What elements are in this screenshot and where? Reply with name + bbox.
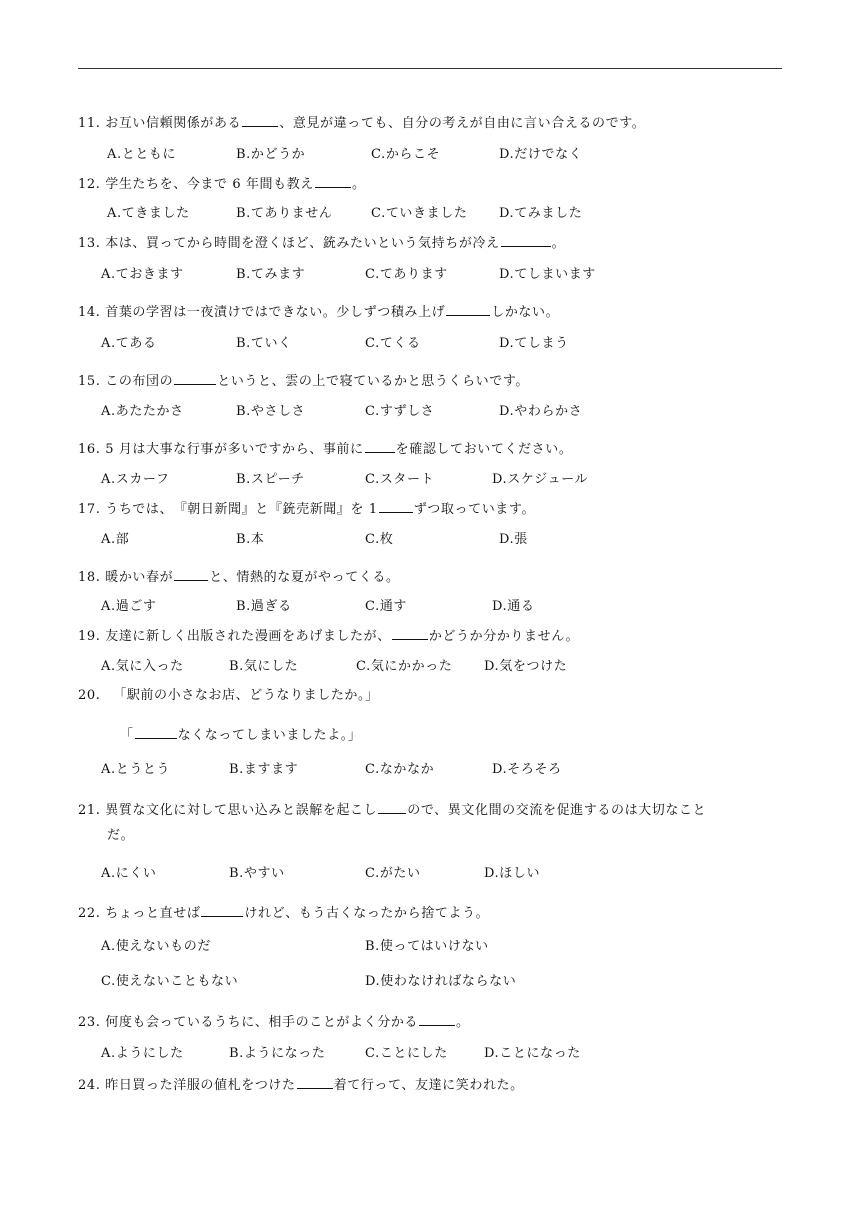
question-number: 20. <box>78 688 101 703</box>
question-number: 16. <box>78 442 101 457</box>
question-22 <box>78 904 489 922</box>
question-23 <box>78 1013 470 1031</box>
question-text-after: しかない。 <box>491 305 560 320</box>
question-text-before: この布団の <box>105 374 174 389</box>
question-text-before: お互い信頼関係がある <box>105 116 242 131</box>
question-text-after: と、情熱的な夏がやってくる。 <box>209 570 400 585</box>
option-c: C.気にかかった <box>356 659 453 674</box>
option-a: A.部 <box>101 532 130 547</box>
option-a: A.とともに <box>107 147 177 162</box>
question-13 <box>78 234 565 252</box>
option-c: C.枚 <box>365 532 394 547</box>
question-text-after: ずつ取っています。 <box>413 502 536 517</box>
question-text-before: うちでは、 『朝日新聞』と『銃売新聞』を 1 <box>105 502 378 517</box>
question-text-before: 本は、買ってから時間を澄くほど、銃みたいという気持ちが冷え <box>105 236 500 251</box>
answer-blank <box>174 372 216 385</box>
answer-blank <box>297 1076 333 1089</box>
question-text-after: 。 <box>351 177 366 192</box>
option-d: D.そろそろ <box>492 762 562 777</box>
option-c: C.てあります <box>365 267 448 282</box>
option-a: A.気に入った <box>101 659 184 674</box>
question-text-after: 、意見が違っても、自分の考えが自由に言い合えるのです。 <box>279 116 646 131</box>
option-c: C.がたい <box>365 866 421 881</box>
answer-blank <box>315 175 351 188</box>
option-a: A.てきました <box>107 206 190 221</box>
question-18 <box>78 568 400 586</box>
option-c: C.てくる <box>365 336 421 351</box>
reply-text: なくなってしまいましたよ。」 <box>177 728 362 743</box>
option-d: D.だけでなく <box>499 147 583 162</box>
option-b: B.ますます <box>229 762 299 777</box>
option-b: B.ようになった <box>229 1046 326 1061</box>
question-text-after: というと、雲の上で寝ているかと思うくらいです。 <box>217 374 529 389</box>
question-19 <box>78 627 579 645</box>
option-b: B.過ぎる <box>236 599 292 614</box>
question-text-before: 友達に新しく出版された漫画をあげましたが、 <box>105 629 391 644</box>
option-b: B.気にした <box>229 659 299 674</box>
option-a: A.使えないものだ <box>101 939 211 954</box>
question-16 <box>78 440 572 458</box>
option-c: C.からこそ <box>371 147 441 162</box>
question-number: 24. <box>78 1078 101 1093</box>
option-c: C.通す <box>365 599 408 614</box>
question-24 <box>78 1076 524 1094</box>
option-b: B.かどうか <box>236 147 306 162</box>
question-text-before: 暖かい春が <box>105 570 174 585</box>
option-d: D.気をつけた <box>484 659 568 674</box>
question-text-after: 着て行って、友達に笑われた。 <box>333 1078 524 1093</box>
option-c: C.使えないこともない <box>101 974 239 989</box>
question-text-after: けれど、もう古くなったから捨てよう。 <box>244 906 490 921</box>
question-text-before: 昨日買った洋服の値札をつけた <box>105 1078 296 1093</box>
option-b: B.てみます <box>236 267 306 282</box>
question-text-after: 。 <box>456 1015 470 1030</box>
question-text-after: ので、異文化間の交流を促進するのは大切なこと <box>407 803 707 818</box>
question-number: 19. <box>78 629 101 644</box>
question-20 <box>78 688 379 704</box>
question-text-before: 首葉の学習は一夜漬けではできない。少しずつ積み上げ <box>105 305 446 320</box>
option-c: C.なかなか <box>365 762 435 777</box>
answer-blank <box>135 726 177 739</box>
question-number: 22. <box>78 906 101 921</box>
option-b: B.やすい <box>229 866 285 881</box>
answer-blank <box>419 1013 455 1026</box>
question-text: 「駅前の小さなお店、どうなりましたか。」 <box>113 688 379 703</box>
answer-blank <box>365 440 395 453</box>
question-text-before: ちょっと直せば <box>105 906 201 921</box>
option-a: A.ようにした <box>101 1046 184 1061</box>
answer-blank <box>446 303 490 316</box>
option-b: B.やさしさ <box>236 404 306 419</box>
option-d: D.ほしい <box>484 866 541 881</box>
option-c: C.すずしさ <box>365 404 435 419</box>
question-15 <box>78 372 529 390</box>
option-d: D.ことになった <box>484 1046 581 1061</box>
reply-open-bracket: 「 <box>120 728 134 743</box>
answer-blank <box>379 500 413 513</box>
option-a: A.ておきます <box>101 267 184 282</box>
answer-blank <box>378 801 406 814</box>
option-a: A.とうとう <box>101 762 171 777</box>
option-c: C.ことにした <box>365 1046 448 1061</box>
question-text-before: 異質な文化に対して思い込みと誤解を起こし <box>105 803 378 818</box>
option-a: A.てある <box>101 336 157 351</box>
question-number: 15. <box>78 374 101 389</box>
option-d: D.てしまう <box>499 336 569 351</box>
question-text-after: 。 <box>551 236 566 251</box>
question-text-before: 何度も会っているうちに、相手のことがよく分かる <box>105 1015 419 1030</box>
option-b: B.てありません <box>236 206 333 221</box>
question-text-after: を確認しておいてください。 <box>395 442 573 457</box>
question-21 <box>78 801 706 819</box>
question-14 <box>78 303 559 321</box>
option-b: B.本 <box>236 532 265 547</box>
question-text-before: 学生たちを、今まで 6 年間も教え <box>105 177 314 192</box>
option-d: D.やわらかさ <box>499 404 583 419</box>
answer-blank <box>201 904 243 917</box>
answer-blank <box>174 568 208 581</box>
option-d: D.張 <box>499 532 528 547</box>
question-number: 23. <box>78 1015 101 1030</box>
option-d: D.通る <box>492 599 535 614</box>
question-text-before: 5 月は大事な行事が多いですから、事前に <box>105 442 364 457</box>
option-a: A.過ごす <box>101 599 157 614</box>
option-a: A.にくい <box>101 866 157 881</box>
answer-blank <box>392 627 428 640</box>
answer-blank <box>242 114 278 127</box>
option-c: C.スタート <box>365 472 435 487</box>
option-d: D.使わなければならない <box>365 974 517 989</box>
question-12 <box>78 175 366 193</box>
option-d: D.スケジュール <box>492 472 589 487</box>
question-17 <box>78 500 535 518</box>
answer-blank <box>501 234 551 247</box>
option-b: B.ていく <box>236 336 292 351</box>
option-d: D.てみました <box>499 206 583 221</box>
option-b: B.スピーチ <box>236 472 305 487</box>
option-b: B.使ってはいけない <box>365 939 489 954</box>
option-a: A.あたたかさ <box>101 404 184 419</box>
option-c: C.ていきました <box>371 206 468 221</box>
question-11 <box>78 114 645 132</box>
question-21-continuation: だ。 <box>107 828 135 843</box>
question-number: 18. <box>78 570 101 585</box>
question-number: 21. <box>78 803 101 818</box>
question-number: 12. <box>78 177 101 192</box>
option-d: D.てしまいます <box>499 267 596 282</box>
question-number: 14. <box>78 305 101 320</box>
question-20-reply <box>120 726 362 744</box>
question-number: 17. <box>78 502 101 517</box>
question-number: 11. <box>78 116 101 131</box>
header-rule <box>78 68 782 69</box>
option-a: A.スカーフ <box>101 472 170 487</box>
question-text-after: かどうか分かりません。 <box>428 629 580 644</box>
question-number: 13. <box>78 236 101 251</box>
